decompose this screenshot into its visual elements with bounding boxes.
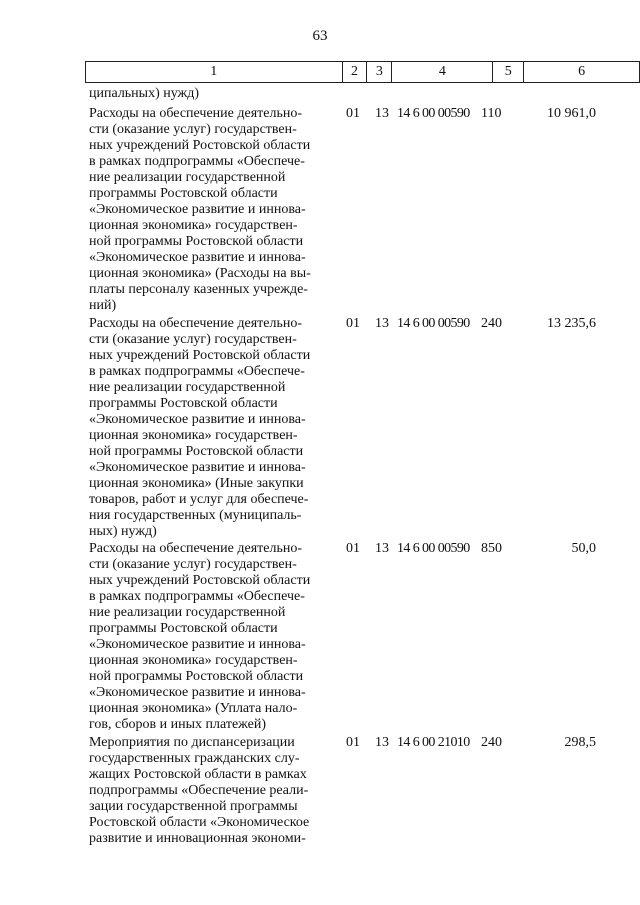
header-col-5: 5 [493,62,524,83]
row-target-article: 14 6 00 21010 [397,735,470,750]
row-amount: 50,0 [571,541,596,556]
row-target-article: 14 6 00 00590 [397,541,470,556]
row-section: 01 [346,316,360,331]
row-description: Расходы на обеспечение деятельно- сти (оказание услуг) государствен- ных учреждений Ростовской области в рамках подпрограммы «Обеспече- ние реализации государственной программы Ростовской области «Экономическое развитие и иннова- ционная экономика» государствен- ной программы Ростовской области «Экономическое развитие и иннова- ционная экономика» (Уплата нало- гов, сборов и иных платежей) [89,541,311,732]
header-col-3: 3 [367,62,392,83]
row-expense-type: 240 [481,316,502,331]
row-expense-type: 240 [481,735,502,750]
header-col-1: 1 [86,62,343,83]
row-expense-type: 850 [481,541,502,556]
row-amount: 298,5 [564,735,596,750]
row-target-article: 14 6 00 00590 [397,316,470,331]
table-header [85,61,640,83]
row-subsection: 13 [375,541,389,556]
row-section: 01 [346,106,360,121]
header-col-6: 6 [524,62,640,83]
row-description: Мероприятия по диспансеризации государственных гражданских слу- жащих Ростовской области в рамках подпрограммы «Обеспечение реали- зации государственной программы Ростовской области «Экономическое развитие и инновационная экономи- [89,735,310,846]
row-subsection: 13 [375,316,389,331]
row-target-article: 14 6 00 00590 [397,106,470,121]
row-subsection: 13 [375,735,389,750]
row-amount: 13 235,6 [547,316,596,331]
header-col-4: 4 [392,62,493,83]
header-col-2: 2 [342,62,367,83]
row-description: Расходы на обеспечение деятельно- сти (оказание услуг) государствен- ных учреждений Ростовской области в рамках подпрограммы «Обеспече- ние реализации государственной программы Ростовской области «Экономическое развитие и иннова- ционная экономика» государствен- ной программы Ростовской области «Экономическое развитие и иннова- ционная экономика» (Расходы на вы- платы персоналу казенных учрежде- ний) [89,106,311,313]
row-expense-type: 110 [481,106,502,121]
row-amount: 10 961,0 [547,106,596,121]
row-section: 01 [346,735,360,750]
continuation-text: ципальных) нужд) [89,86,200,101]
row-subsection: 13 [375,106,389,121]
page-number: 63 [312,28,328,44]
row-description: Расходы на обеспечение деятельно- сти (оказание услуг) государствен- ных учреждений Ростовской области в рамках подпрограммы «Обеспече- ние реализации государственной программы Ростовской области «Экономическое развитие и иннова- ционная экономика» государствен- ной программы Ростовской области «Экономическое развитие и иннова- ционная экономика» (Иные закупки товаров, работ и услуг для обеспече- ния государственных (муниципаль- ных) нужд) [89,316,311,539]
row-section: 01 [346,541,360,556]
